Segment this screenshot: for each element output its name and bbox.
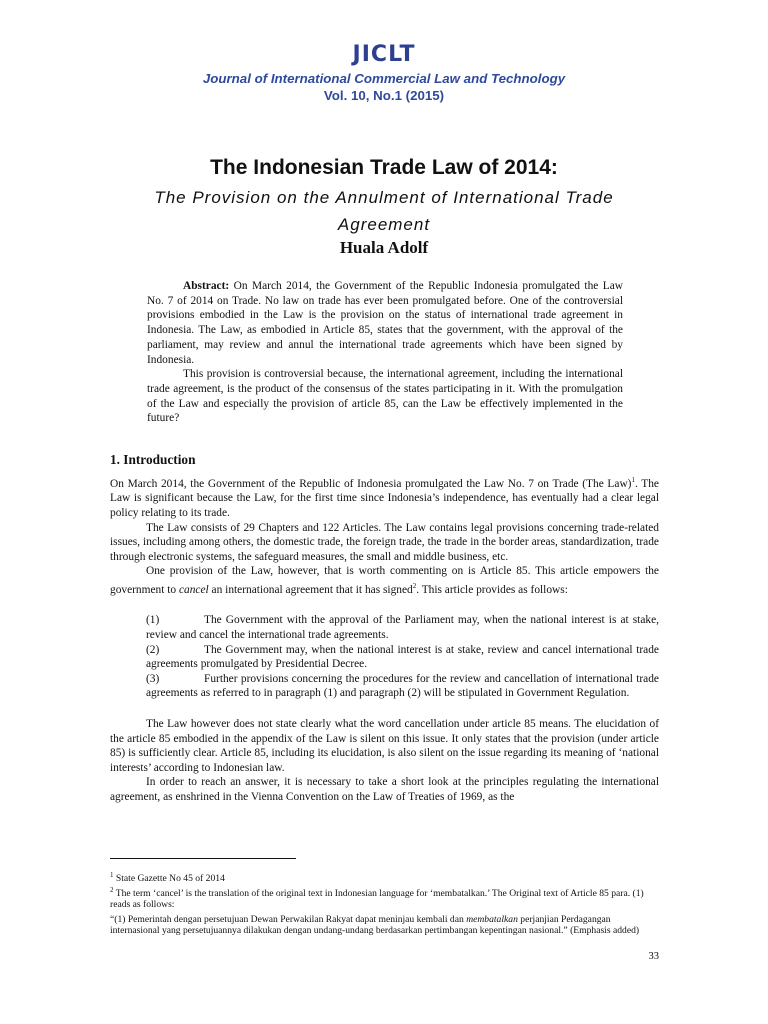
article-85-list xyxy=(146,613,659,701)
body-paragraph: In order to reach an answer, it is necessary to take a short look at the principles regulating the international agreement, as enshrined in the Vienna Convention on the Law of Treaties of 1969, as the xyxy=(110,776,659,803)
article-subtitle: The Provision on the Annulment of International Trade Agreement xyxy=(154,188,614,234)
abstract-paragraph: This provision is controversial because, the international agreement, including the international trade agreement, is the product of the consensus of the states participating in it. With the promulgation of the Law and especially the provision of article 85, can the Law be effectively implemented in the future? xyxy=(147,368,623,425)
section-body xyxy=(110,473,659,804)
footnote: $^1$ State Gazette No 45 of 2014 xyxy=(110,871,225,885)
abstract-label: Abstract: xyxy=(183,280,230,292)
footnote-ref[interactable]: 2 xyxy=(412,581,417,590)
list-item: (3) Further provisions concerning the procedures for the review and cancellation of international trade agreements as referred to in paragraph (1) and paragraph (2) will be stipulated in Government Regulation. xyxy=(146,672,659,700)
page-number: 33 xyxy=(648,951,659,962)
body-paragraph: The Law however does not state clearly what the word cancellation under article 85 means. The elucidation of the article 85 embodied in the appendix of the Law is silent on this issue. It only states that the provision (under article 85) is sufficiently clear. Article 85, including its elucidation, is also silent on the issue regarding its meaning of ‘national interests’ according to Indonesian law. xyxy=(110,717,659,774)
abstract xyxy=(147,279,623,426)
abstract-paragraph xyxy=(147,279,623,367)
body-paragraph: The Law consists of 29 Chapters and 122 Articles. The Law contains legal provisions concerning trade-related issues, including among others, the domestic trade, the foreign trade, the trade in the border areas, standardization, trade through electronic systems, the safeguard measures, the small and middle business, etc. xyxy=(110,521,659,563)
footnote-quote: “(1) Pemerintah dengan persetujuan Dewan Perwakilan Rakyat dapat meninjau kembali dan membatalkan perjanjian Perdagangan internasional yang persetujuannya dilakukan dengan undang-undang berdasarkan pertimbangan kepentingan nasional.” (Emphasis added) xyxy=(110,913,640,937)
abstract-text: On March 2014, the Government of the Republic Indonesia promulgated the Law No. 7 of 2014 on Trade. No law on trade has ever been promulgated before. One of the controversial provisions embodied in the Law is the provision on the status of international trade agreement in Indonesia. The Law, as embodied in Article 85, states that the government, with the approval of the parliament, may review and annul the international trade agreements which have been signed by Indonesia. xyxy=(147,280,623,366)
journal-volume: Vol. 10, No.1 (2015) xyxy=(323,88,445,103)
journal-title: Journal of International Commercial Law and Technology xyxy=(202,71,566,86)
journal-logo: JICLT xyxy=(352,42,416,67)
list-item: (1) The Government with the approval of the Parliament may, when the national interest is at stake, review and cancel the international trade agreements. xyxy=(146,614,659,641)
footnotes xyxy=(110,870,659,937)
section-heading: 1. Introduction xyxy=(110,452,196,467)
emphasis: cancel xyxy=(178,583,209,596)
footnote-divider xyxy=(110,858,296,859)
footnote-ref[interactable]: 1 xyxy=(631,476,635,484)
body-paragraph: On March 2014, the Government of the Republic of Indonesia promulgated the Law No. 7 on Trade (The Law)$^1$. The Law is significant because the Law, for the first time since Indonesia’s independence, has eventually had a clear legal policy relating to its trade. xyxy=(110,476,659,519)
article-title: The Indonesian Trade Law of 2014: xyxy=(210,156,558,179)
article-author: Huala Adolf xyxy=(339,238,429,257)
list-item: (2) The Government may, when the national interest is at stake, review and cancel international trade agreements promulgated by Presidential Decree. xyxy=(146,643,659,671)
footnote: $^2$ The term ‘cancel’ is the translation of the original text in Indonesian language for ‘membatalkan.’ The Original text of Article 85 para. (1) reads as follows: xyxy=(110,885,644,911)
body-paragraph: One provision of the Law, however, that is worth commenting on is Article 85. This article empowers the government to cancel an international agreement that it has signed$^2$. This article provides as follows: xyxy=(110,565,659,596)
